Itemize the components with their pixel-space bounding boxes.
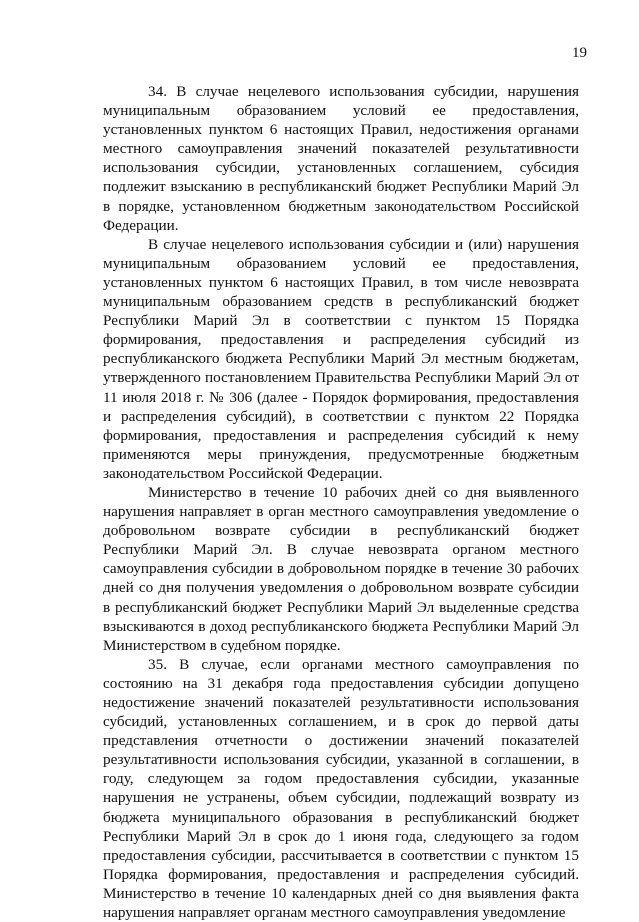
paragraph-ministry-notice: Министерство в течение 10 рабочих дней со дня выявленного нарушения направляет в орган местного самоуправления уведомление о добровольном возврате субсидии в республиканский бюджет Республики Марий Эл. В случае невозврата органом местного самоуправления субсидии в добровольном порядке в течение 30 рабочих дней со дня получения уведомления о добровольном возврате субсидии в республиканский бюджет Республики Марий Эл выделенные средства взыскиваются в доход республиканского бюджета Республики Марий Эл Министерством в судебном порядке. [103,483,579,654]
paragraph-misuse-measures: В случае нецелевого использования субсидии и (или) нарушения муниципальным образованием условий ее предоставления, установленных пунктом 6 настоящих Правил, в том числе невозврата муниципальным образованием средств в республиканский бюджет Республики Марий Эл в соответствии с пунктом 15 Порядка формирования, предоставления и распределения субсидий из республиканского бюджета Республики Марий Эл местным бюджетам, утвержденного постановлением Правительства Республики Марий Эл от 11 июля 2018 г. № 306 (далее - Порядок формирования, предоставления и распределения субсидий), в соответствии с пунктом 22 Порядка формирования, предоставления и распределения субсидий к нему применяются меры принуждения, предусмотренные бюджетным законодательством Российской Федерации. [103,235,579,482]
document-body [103,82,579,922]
page-number: 19 [572,45,587,61]
paragraph-34: 34. В случае нецелевого использования субсидии, нарушения муниципальным образованием условий ее предоставления, установленных пунктом 6 настоящих Правил, недостижения органами местного самоуправления значений показателей результативности использования субсидии, установленных соглашением, субсидия подлежит взысканию в республиканский бюджет Республики Марий Эл в порядке, установленном бюджетным законодательством Российской Федерации. [103,83,579,234]
paragraph-35: 35. В случае, если органами местного самоуправления по состоянию на 31 декабря года предоставления субсидии допущено недостижение значений показателей результативности использования субсидий, установленных соглашением, и в срок до первой даты представления отчетности о достижении значений показателей результативности использования субсидии, указанной в соглашении, в году, следующем за годом предоставления субсидии, указанные нарушения не устранены, объем субсидии, подлежащий возврату из бюджета муниципального образования в республиканский бюджет Республики Марий Эл в срок до 1 июня года, следующего за годом предоставления субсидии, рассчитывается в соответствии с пунктом 15 Порядка формирования, предоставления и распределения субсидий. Министерство в течение 10 календарных дней со дня выявления факта нарушения направляет органам местного самоуправления уведомление [103,655,579,922]
